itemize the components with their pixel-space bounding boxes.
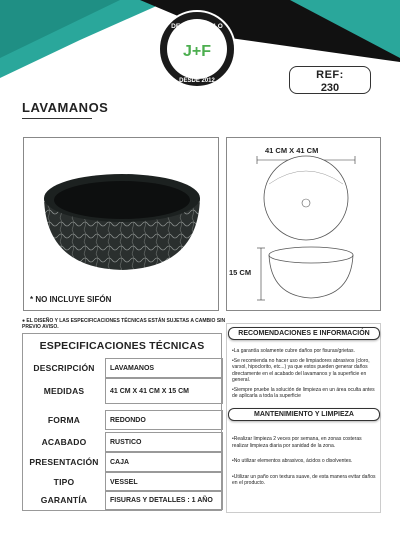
reference-badge (289, 66, 371, 94)
list-item: • Utilizar un paño con textura suave, de esta manera evitar daños en el producto. (232, 474, 378, 487)
recommendations-header: RECOMENDACIONES E INFORMACIÓN (228, 327, 380, 340)
spec-label: TIPO (53, 477, 75, 487)
ref-label: REF: (316, 69, 344, 81)
spec-value: CAJA (105, 452, 223, 472)
list-item: • Siempre pruebe la solución de limpieza en un área oculta antes de aplicarla a toda la superficie (232, 387, 378, 400)
list-item: • No utilizar elementos abrasivos, ácidos o disolventes. (232, 458, 378, 465)
disclaimer-text (22, 318, 232, 331)
sink-drawing (227, 138, 382, 312)
brand-logo (157, 9, 237, 89)
spec-label: FORMA (47, 415, 81, 425)
spec-value: 41 CM X 41 CM X 15 CM (105, 378, 223, 404)
table-row (23, 490, 223, 510)
logo-monogram: J+F (182, 43, 212, 60)
list-item: • Se recomienda no hacer uso de limpiadores abrasivos (cloro, varsol, hipoclorito, etc...) ya que estos pueden generar daños directamente en el acabado del lavamanos y la superficie en general. (232, 358, 378, 384)
spec-value: LAVAMANOS (105, 358, 223, 378)
table-row (23, 452, 223, 472)
logo-bottom-text: DESDE 2012 (179, 78, 215, 84)
product-photo-panel (23, 137, 219, 311)
ref-value: 230 (320, 82, 340, 94)
disclaimer-body: EL DISEÑO Y LAS ESPECIFICACIONES TÉCNICAS ESTÁN SUJETAS A CAMBIO SIN PREVIO AVISO. (22, 318, 226, 331)
spec-label: PRESENTACIÓN (29, 457, 99, 467)
spec-value: VESSEL (105, 472, 223, 492)
spec-value: RUSTICO (105, 432, 223, 452)
list-item: • Realizar limpieza 2 veces por semana, en zonas costeras realizar limpieza diaria por sanidad de la zona. (232, 436, 378, 449)
spec-label: DESCRIPCIÓN (33, 363, 95, 373)
bullet-icon: ● (22, 318, 27, 324)
sink-photo (34, 158, 210, 278)
table-row (23, 432, 223, 452)
specs-table (22, 333, 222, 511)
maintenance-list (232, 436, 378, 490)
technical-drawing-panel (226, 137, 381, 311)
list-item: • La garantía solamente cubre daños por fisuras/grietas. (232, 348, 378, 355)
spec-label: ACABADO (41, 437, 87, 447)
spec-value: REDONDO (105, 410, 223, 430)
spec-value: FISURAS Y DETALLES : 1 AÑO (105, 490, 223, 510)
table-row (23, 378, 223, 404)
page-title: LAVAMANOS (22, 100, 109, 115)
recommendations-list (232, 348, 378, 403)
height-dimension-label: 15 CM (229, 268, 252, 277)
logo-top-text: DECORAESTILO (171, 23, 223, 30)
spec-label: GARANTÍA (40, 495, 88, 505)
table-row (23, 410, 223, 430)
width-dimension-label: 41 CM X 41 CM (265, 146, 319, 155)
table-row (23, 358, 223, 378)
maintenance-header: MANTENIMIENTO Y LIMPIEZA (228, 408, 380, 421)
table-row (23, 472, 223, 492)
specs-title: ESPECIFICACIONES TÉCNICAS (39, 340, 205, 352)
spec-label: MEDIDAS (43, 386, 85, 396)
title-underline (22, 118, 92, 119)
no-siphon-note: * NO INCLUYE SIFÓN (30, 295, 112, 304)
